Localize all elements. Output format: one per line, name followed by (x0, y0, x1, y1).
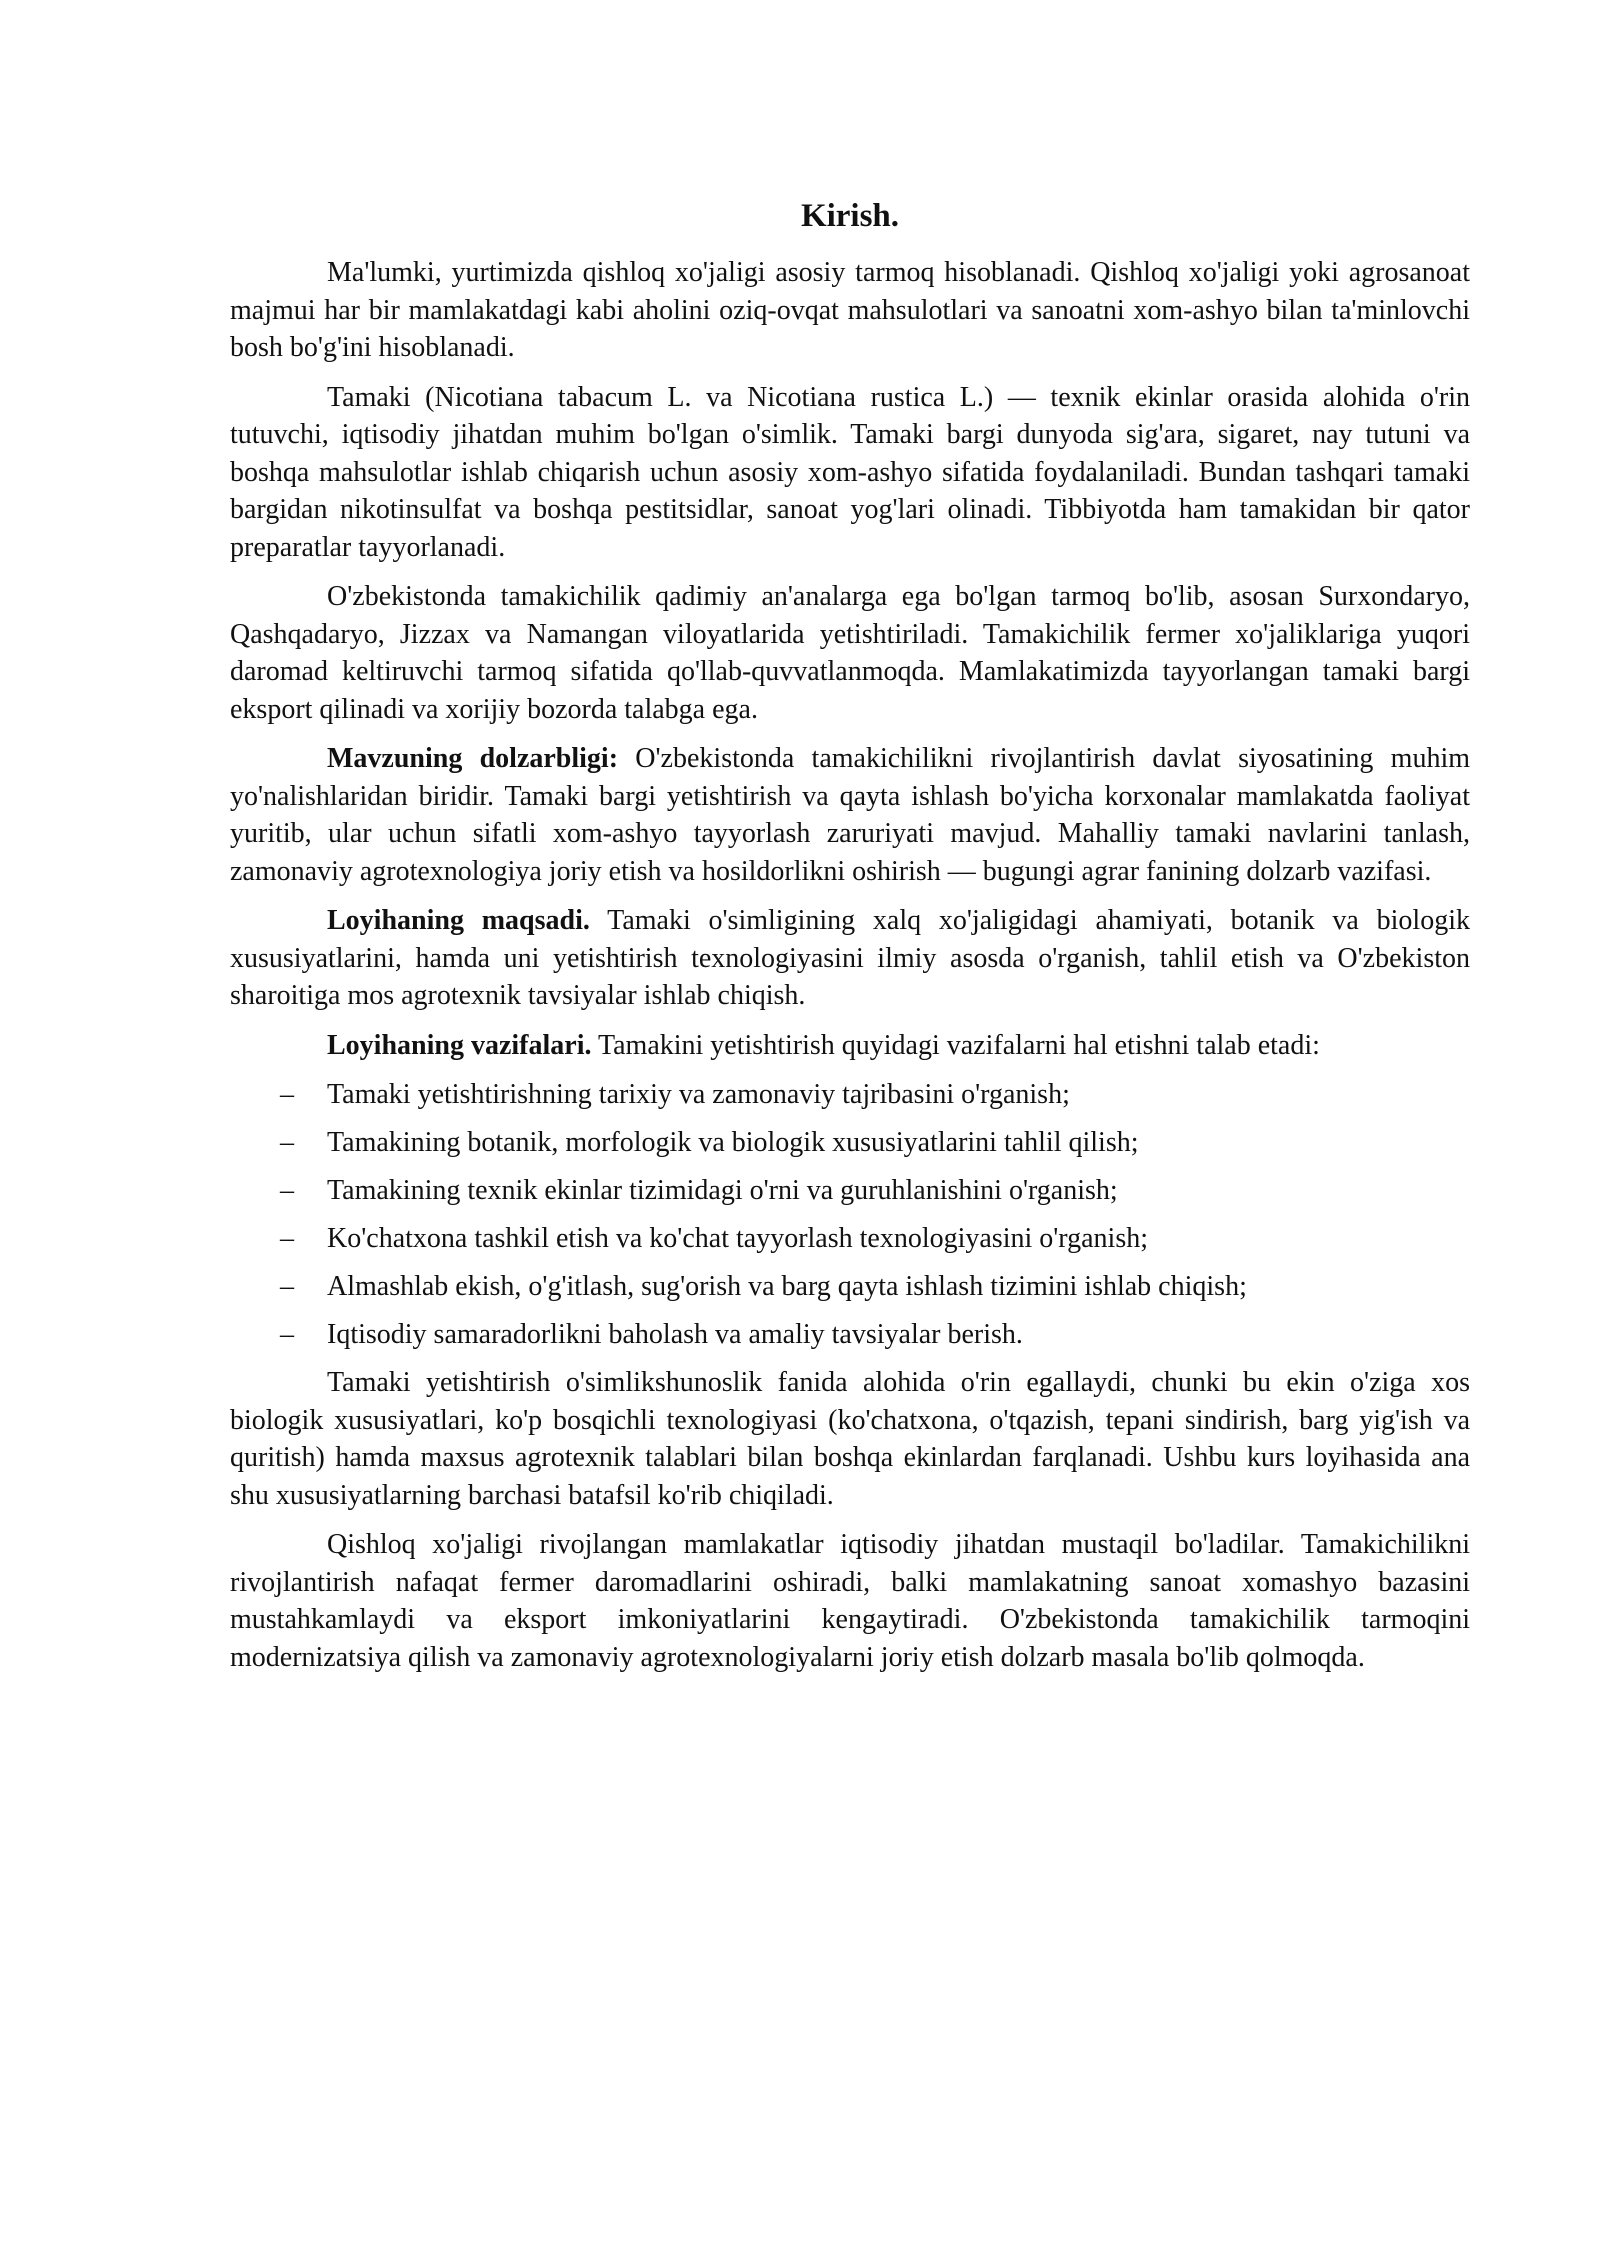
list-item-text: Tamaki yetishtirishning tarixiy va zamonaviy tajribasini o'rganish; (327, 1079, 1070, 1110)
list-item (230, 1172, 1470, 1210)
paragraph-lead-goal: Loyihaning maqsadi. (327, 905, 590, 936)
list-dash: – (280, 1079, 294, 1110)
list-item-text: Almashlab ekish, o'g'itlash, sug'orish va barg qayta ishlash tizimini ishlab chiqish; (327, 1271, 1247, 1302)
paragraph-intro-agriculture (230, 254, 1470, 367)
list-item (230, 1076, 1470, 1114)
page-title: Kirish. (800, 198, 900, 234)
list-item-text: Tamakining botanik, morfologik va biologik xususiyatlarini tahlil qilish; (327, 1127, 1139, 1158)
paragraph-lead-relevance: Mavzuning dolzarbligi: (327, 743, 619, 774)
list-item (230, 1220, 1470, 1258)
list-item-text: Tamakining texnik ekinlar tizimidagi o'rni va guruhlanishini o'rganish; (327, 1175, 1118, 1206)
paragraph-text: O'zbekistonda tamakichilikni rivojlantirish davlat siyosatining muhim yo'nalishlaridan biridir. Tamaki bargi yetishtirish va qayta ishlash bo'yicha korxonalar mamlakatda faoliyat yuritib, ular uchun sifatli xom-ashyo tayyorlash zaruriyati mavjud. Mahalliy tamaki navlarini tanlash, zamonaviy agrotexnologiya joriy etish va hosildorlikni oshirish — bugungi agrar fanining dolzarb vazifasi. (230, 743, 1471, 887)
paragraph-tobacco-definition (230, 379, 1470, 567)
paragraph-text: Qishloq xo'jaligi rivojlangan mamlakatlar iqtisodiy jihatdan mustaqil bo'ladilar. Tamakichilikni rivojlantirish nafaqat fermer daromadlarini oshiradi, balki mamlakatning sanoat xomashyo bazasini mustahkamlaydi va eksport imkoniyatlarini kengaytiradi. O'zbekistonda tamakichilik tarmoqini modernizatsiya qilish va zamonaviy agrotexnologiyalarni joriy etish dolzarb masala bo'lib qolmoqda. (230, 1529, 1470, 1673)
tasks-list (230, 1076, 1470, 1354)
paragraph-crop-specifics (230, 1364, 1470, 1514)
paragraph-text: Tamaki (Nicotiana tabacum L. va Nicotiana rustica L.) — texnik ekinlar orasida alohida o'rin tutuvchi, iqtisodiy jihatdan muhim bo'lgan o'simlik. Tamaki bargi dunyoda sig'ara, sigaret, nay tutuni va boshqa mahsulotlar ishlab chiqarish uchun asosiy xom-ashyo sifatida foydalaniladi. Bundan tashqari tamaki bargidan nikotinsulfat va boshqa pestitsidlar, sanoat yog'lari olinadi. Tibbiyotda ham tamakidan bir qator preparatlar tayyorlanadi. (230, 381, 1470, 563)
paragraph-tasks-intro (230, 1027, 1470, 1065)
paragraph-relevance (230, 740, 1470, 890)
list-dash: – (280, 1271, 294, 1302)
paragraph-goal (230, 902, 1470, 1015)
list-dash: – (280, 1319, 294, 1350)
list-item-text: Iqtisodiy samaradorlikni baholash va amaliy tavsiyalar berish. (327, 1319, 1023, 1350)
paragraph-text: O'zbekistonda tamakichilik qadimiy an'analarga ega bo'lgan tarmoq bo'lib, asosan Surxondaryo, Qashqadaryo, Jizzax va Namangan viloyatlarida yetishtiriladi. Tamakichilik fermer xo'jaliklariga yuqori daromad keltiruvchi tarmoq sifatida qo'llab-quvvatlanmoqda. Mamlakatimizda tayyorlangan tamaki bargi eksport qilinadi va xorijiy bozorda talabga ega. (230, 581, 1470, 725)
paragraph-text: Tamakini yetishtirish quyidagi vazifalarni hal etishni talab etadi: (591, 1029, 1320, 1061)
paragraph-conclusion (230, 1526, 1470, 1676)
paragraph-text: Tamaki o'simligining xalq xo'jaligidagi ahamiyati, botanik va biologik xususiyatlarini, hamda uni yetishtirish texnologiyasini ilmiy asosda o'rganish, tahlil etish va O'zbekiston sharoitiga mos agrotexnik tavsiyalar ishlab chiqish. (230, 905, 1470, 1011)
list-dash: – (280, 1223, 294, 1254)
list-item (230, 1268, 1470, 1306)
paragraph-text: Tamaki yetishtirish o'simlikshunoslik fanida alohida o'rin egallaydi, chunki bu ekin o'ziga xos biologik xususiyatlari, ko'p bosqichli texnologiyasi (ko'chatxona, o'tqazish, tepani sindirish, barg yig'ish va quritish) hamda maxsus agrotexnik talablari bilan boshqa ekinlardan farqlanadi. Ushbu kurs loyihasida ana shu xususiyatlarning barchasi batafsil ko'rib chiqiladi. (230, 1367, 1470, 1511)
document-page (230, 190, 1470, 1688)
paragraph-lead-tasks: Loyihaning vazifalari. (327, 1029, 592, 1061)
paragraph-uzbekistan-tobacco (230, 578, 1470, 728)
list-dash: – (280, 1175, 294, 1206)
list-item (230, 1316, 1470, 1354)
list-item-text: Ko'chatxona tashkil etish va ko'chat tayyorlash texnologiyasini o'rganish; (327, 1223, 1149, 1254)
list-item (230, 1124, 1470, 1162)
list-dash: – (280, 1127, 294, 1158)
paragraph-text: Ma'lumki, yurtimizda qishloq xo'jaligi asosiy tarmoq hisoblanadi. Qishloq xo'jaligi yoki agrosanoat majmui har bir mamlakatdagi kabi aholini oziq-ovqat mahsulotlari va sanoatni xom-ashyo bilan ta'minlovchi bosh bo'g'ini hisoblanadi. (230, 257, 1470, 363)
